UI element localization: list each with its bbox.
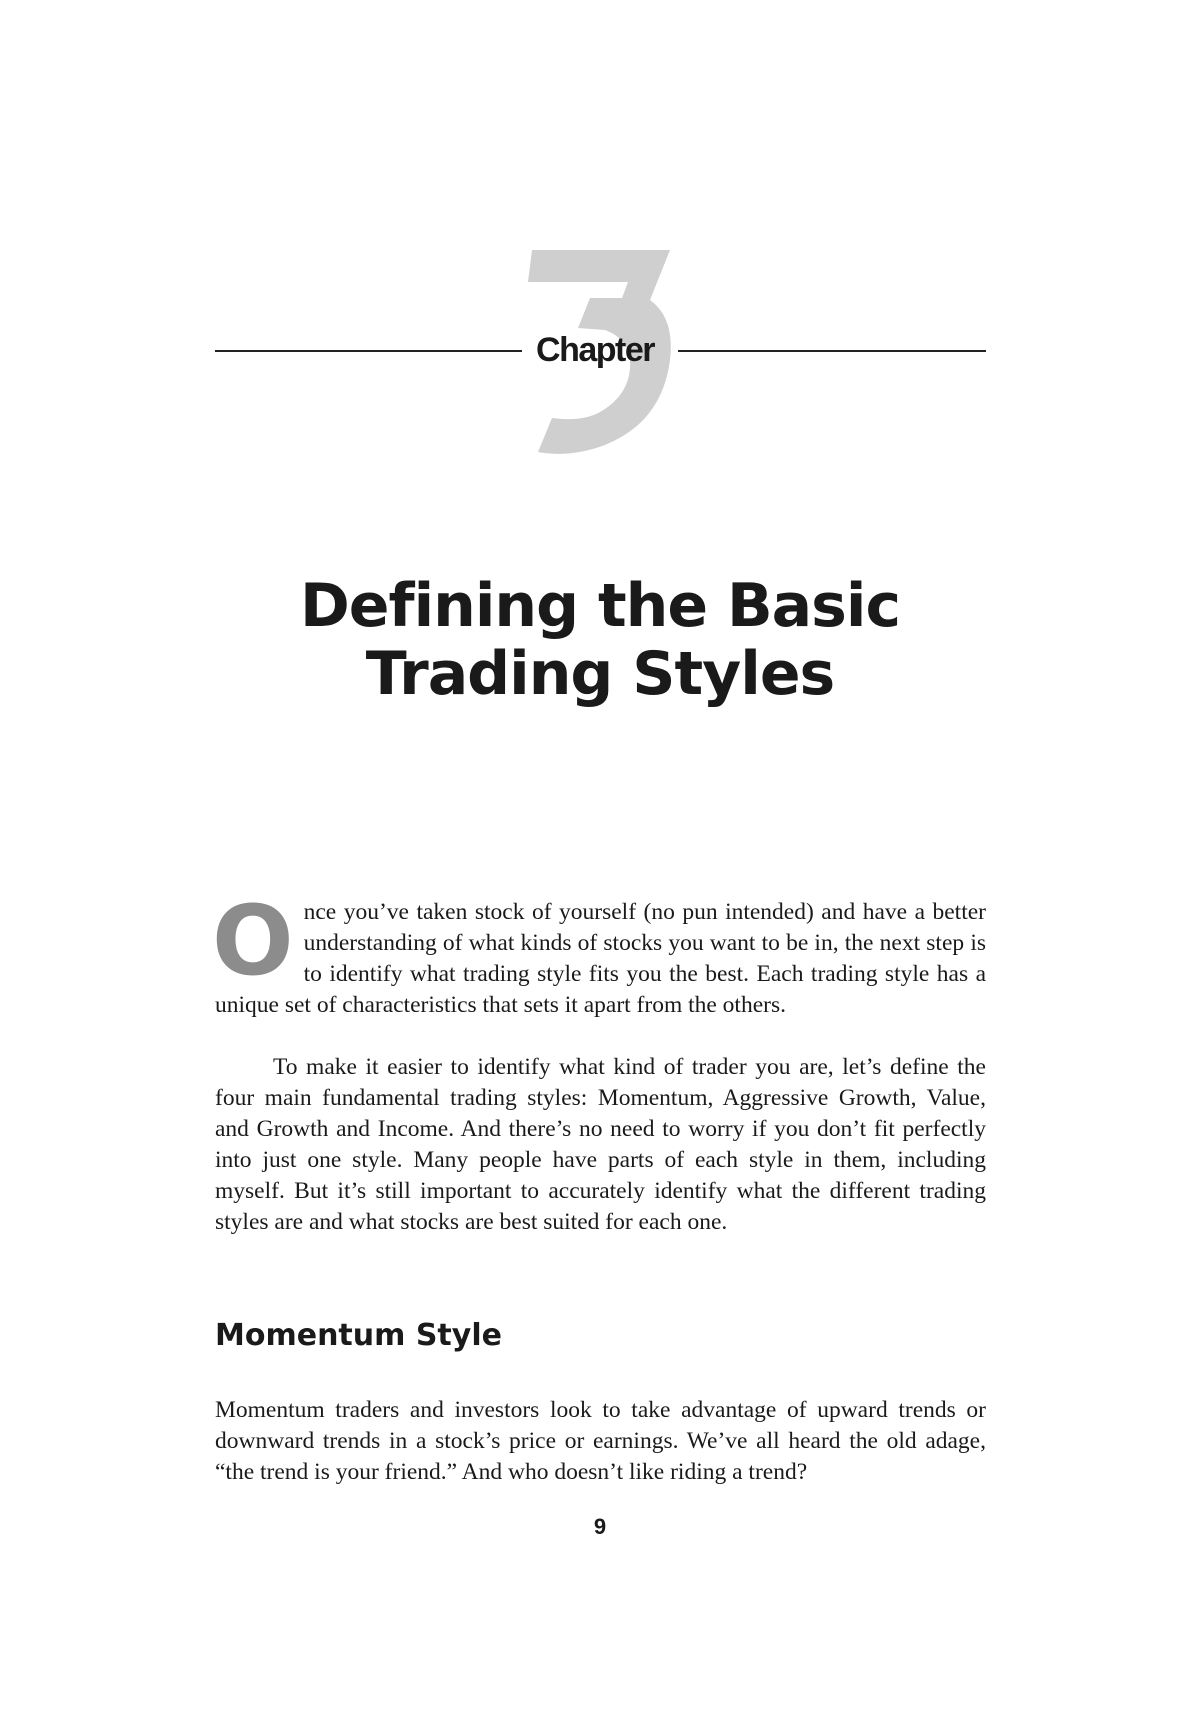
chapter-rule-left (215, 350, 522, 352)
section-heading: Momentum Style (215, 1318, 502, 1353)
intro-paragraph-2: To make it easier to identify what kind of trader you are, let’s define the four main fundamental trading styles: Momentum, Aggressive Growth, Value, and Growth and Income. And there’s no need to worry if you don’t fit perfectly into just one style. Many people have parts of each style in them, including myself. But it’s still important to accurately identify what the different trading styles are and what stocks are best suited for each one. (215, 1054, 986, 1235)
chapter-rule-right (678, 350, 986, 352)
intro-paragraph-1 (212, 885, 986, 1021)
chapter-title-line-1: Defining the Basic (299, 571, 901, 641)
chapter-title (150, 572, 1050, 708)
chapter-title-line-2: Trading Styles (365, 639, 835, 709)
page-number: 9 (593, 1514, 607, 1539)
intro-paragraph-1-text: nce you’ve taken stock of yourself (no pun intended) and have a better understanding of what kinds of stocks you want to be in, the next step is to identify what trading style fits you the best. Each trading style has a unique set of characteristics that sets it apart from the others. (215, 899, 986, 1018)
section-paragraph-1: Momentum traders and investors look to take advantage of upward trends or downward trends in a stock’s price or earnings. We’ve all heard the old adage, “the trend is your friend.” And who doesn’t like riding a trend? (215, 1397, 986, 1485)
chapter-label: Chapter (536, 331, 654, 369)
drop-cap: O (212, 885, 294, 997)
